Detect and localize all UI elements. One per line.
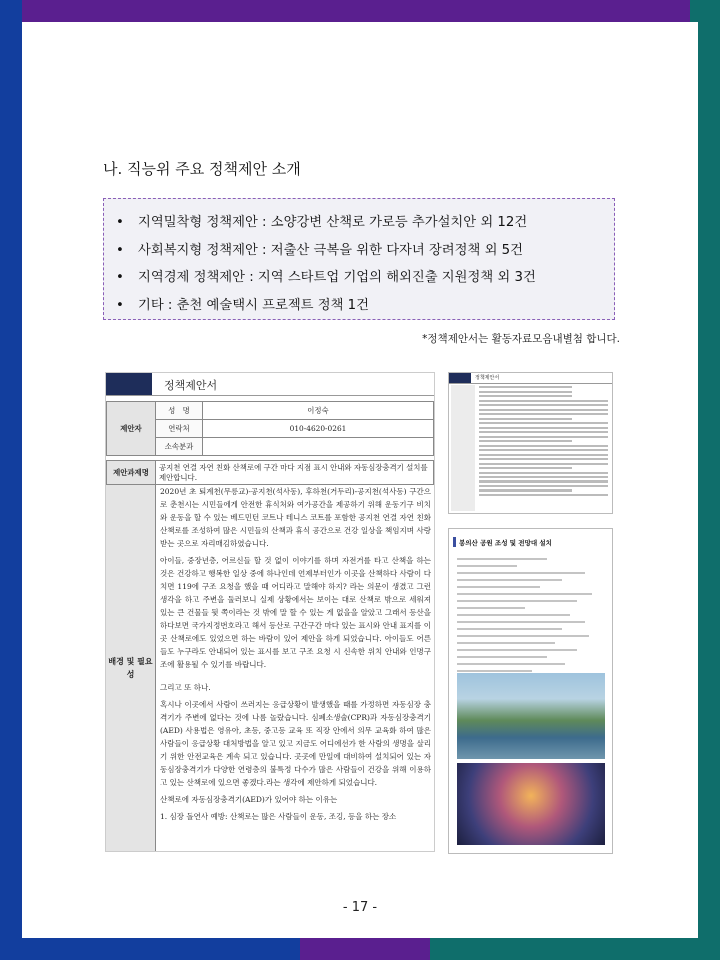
topic-text: 공지천 연결 자연 친화 산책로에 구간 마다 지점 표시 안내와 자동심장충격기 설치를 제안합니다. xyxy=(156,461,434,485)
thumb2-title-bar xyxy=(453,537,456,547)
summary-text: 지역경제 정책제안 : 지역 스타트업 기업의 해외진출 지원정책 외 3건 xyxy=(138,270,536,285)
thumb-title: 정책제안서 xyxy=(475,375,500,381)
background-text xyxy=(157,485,434,851)
field-label: 연락처 xyxy=(156,420,203,438)
field-label: 성 명 xyxy=(156,402,203,420)
background-label: 배경 및 필요성 xyxy=(106,485,156,851)
left-border xyxy=(0,0,22,960)
summary-text: 사회복지형 정책제안 : 저출산 극복을 위한 다자녀 장려정책 외 5건 xyxy=(138,242,523,258)
right-border xyxy=(698,0,720,960)
thumb2-text-lines xyxy=(457,553,607,672)
field-value: 이정숙 xyxy=(203,402,434,420)
summary-item: • 사회복지형 정책제안 : 저출산 극복을 위한 다자녀 장려정책 외 5건 xyxy=(116,242,523,258)
page-number: - 17 - xyxy=(342,900,378,915)
field-label: 소속분과 xyxy=(156,438,203,456)
thumb-header-block xyxy=(449,373,471,383)
body-paragraph: 1. 심장 돌연사 예방: 산책로는 많은 사람들이 운동, 조깅, 등을 하는 장소 xyxy=(160,812,397,821)
topic-label: 제안과제명 xyxy=(107,461,156,485)
thumb-label-column xyxy=(451,385,475,511)
summary-text: 기타 : 춘천 예술택시 프로젝트 정책 1건 xyxy=(138,297,369,313)
doc-header xyxy=(106,373,434,396)
field-value xyxy=(203,438,434,456)
body-paragraph: 혹시나 이곳에서 사람이 쓰러지는 응급상황이 발생했을 때를 가정하면 자동심장 충격기가 주변에 없다는 것에 나름 놀랐습니다. 심폐소생술(CPR)과 자동심장충격기(AED) 사용법은 영유아, 초등, 중고등 교육 또 직장 안에서 의무 교육화 하여 많은 사람들이 응급상황 대처방법을 알고 있고 지금도 어디에선가 한 사람의 생명을 살리기 위한 안전교육은 계속 되고 있습니다. 곳곳에 만일에 대비하여 설치되어 있는 자동심장충격기가 다양한 연령층의 불특정 다수가 많은 사람들이 건강을 위해 이용하고 있는 산책로에 있으면 좋겠다.라는 생각에 제안하게 되었습니다. xyxy=(160,700,431,787)
bottom-border-mid xyxy=(300,938,430,960)
thumb-header xyxy=(449,373,612,384)
summary-item: • 지역밀착형 정책제안 : 소양강변 산책로 가로등 추가설치안 외 12건 xyxy=(116,215,528,230)
proposer-label: 제안자 xyxy=(107,402,156,456)
body-paragraph: 산책로에 자동심장충격기(AED)가 있어야 하는 이유는 xyxy=(160,795,338,804)
topic-table xyxy=(106,460,434,485)
body-paragraph: 그리고 또 하나. xyxy=(160,683,211,692)
attachment-note: *정책제안서는 활동자료모음내별첨 합니다. xyxy=(422,333,620,345)
bottom-border xyxy=(0,938,720,960)
summary-box xyxy=(103,198,615,320)
park-proposal-thumbnail xyxy=(448,528,613,854)
summary-item: • 기타 : 춘천 예술택시 프로젝트 정책 1건 xyxy=(116,297,369,313)
aerial-photo xyxy=(457,673,605,759)
proposer-table xyxy=(106,401,434,456)
night-tower-photo xyxy=(457,763,605,845)
thumb2-title: 봉의산 공원 조성 및 전망대 설치 xyxy=(459,539,552,547)
field-value: 010-4620-0261 xyxy=(203,420,434,438)
section-title: 나. 직능위 주요 정책제안 소개 xyxy=(103,160,301,178)
summary-item: • 지역경제 정책제안 : 지역 스타트업 기업의 해외진출 지원정책 외 3건 xyxy=(116,270,536,285)
doc-header-block xyxy=(106,373,152,395)
bottom-border-right xyxy=(430,938,720,960)
doc-title: 정책제안서 xyxy=(164,379,218,392)
body-paragraph: 2020년 초 퇴계천(무릉교)-공지천(석사동), 후하천(거두리)-공지천(석사동) 구간으로 춘천시는 시민들에게 안전한 휴식처와 여가공간을 제공하기 위해 운동기구 비치와 운동을 할 수 있는 베드민턴 코트나 테니스 코트를 포함한 공지천 연결 자연 친화 산책로를 조성하여 많은 시민들의 산책과 휴식 공간으로 건강 일상을 책임지며 사랑 받는 곳으로 자리매김하였습니다. xyxy=(160,487,431,548)
proposal-thumbnail xyxy=(448,372,613,514)
proposal-document-image xyxy=(105,372,435,852)
summary-text: 지역밀착형 정책제안 : 소양강변 산책로 가로등 추가설치안 외 12건 xyxy=(138,215,528,230)
body-paragraph: 아이들, 중장년층, 어르신들 할 것 없이 이야기를 하며 자전거를 타고 산책을 하는 것은 건강하고 행복한 일상 중에 하나인데 언제부터인가 이곳을 산책하다 사람이 다치면 119에 구조 요청을 했을 때 어디라고 말해야 하지? 라는 의문이 생겼고 그런 생각을 하고 주변을 둘러보니 실제 상황에서는 보이는 대로 산책로 밖으로 세워져 있는 큰 건물들 뒷 쪽이라는 것 밖에 말 할 수 있는 게 없을을 알았고 그래서 등산을 하다보면 국가지정번호라고 해서 등산로 구간구간 마다 있는 표시와 안내 표지를 이곳 산책로에도 있었으면 하는 바람이 있어 제안을 하게 되었습니다. 아이들도 어른들도 누구라도 안내되어 있는 표시를 보고 구조 요청 시 신속한 위치 안내와 인명구조에 활용될 수 있기를 바랍니다. xyxy=(160,556,431,669)
top-border xyxy=(0,0,720,22)
